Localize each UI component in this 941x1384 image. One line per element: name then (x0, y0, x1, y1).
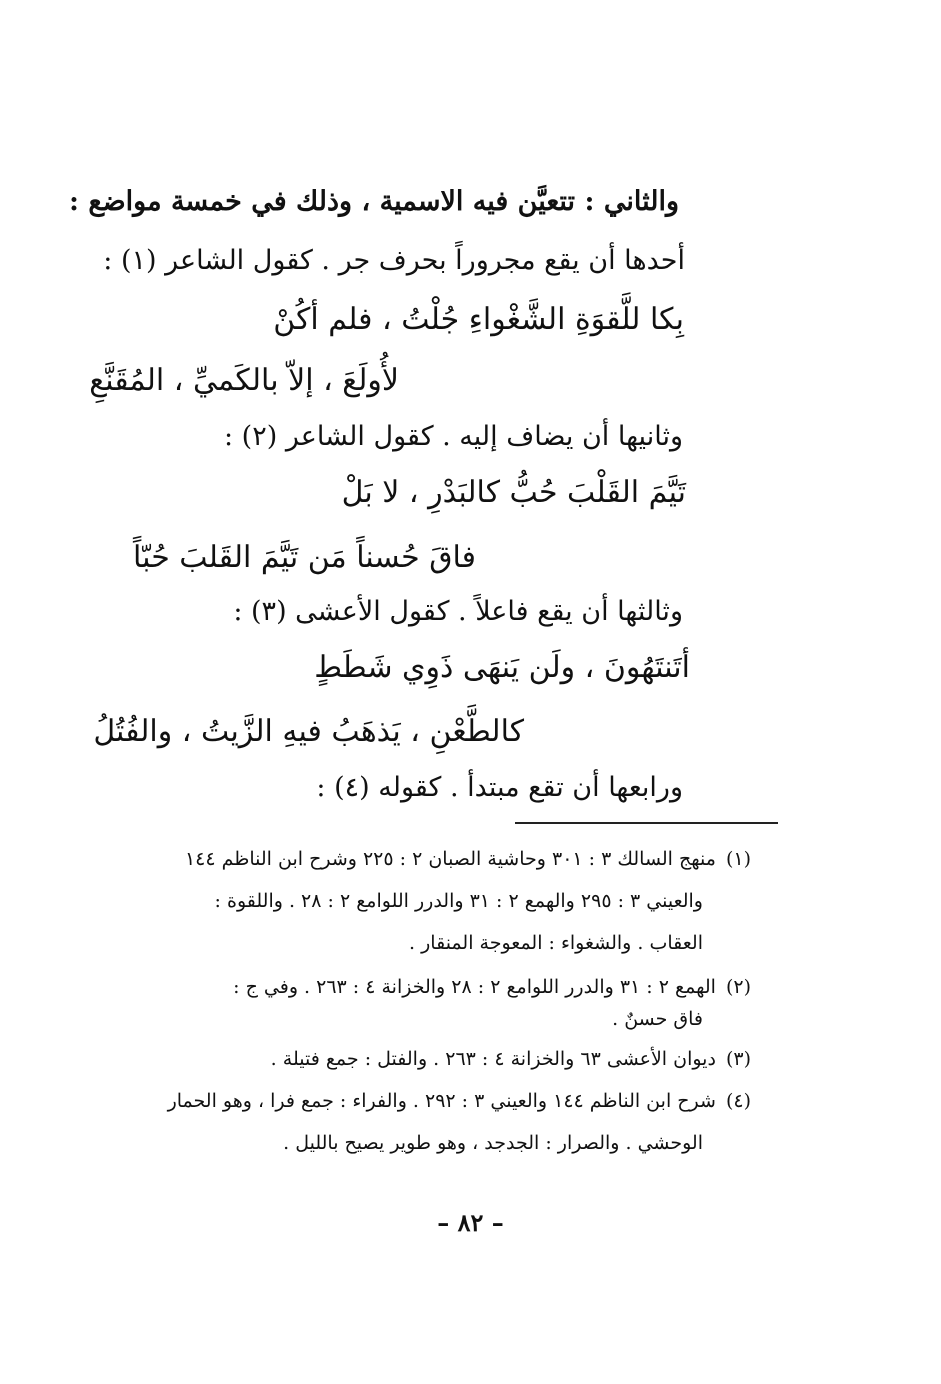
verse-1-second-hemistich: لأُولَعَ ، إلاّ بالكَميِّ ، المُقَنَّعِ (89, 363, 399, 398)
footnote-3-line-1 (271, 1048, 751, 1070)
section-heading: والثاني : تتعيَّن فيه الاسمية ، وذلك في خمسة مواضع : (68, 186, 679, 217)
footnote-2-line-1 (233, 976, 751, 998)
footnote-2-number: (٢) (725, 976, 751, 998)
fourth-case-text: ورابعها أن تقع مبتدأ . كقوله (٤) : (316, 772, 683, 803)
footnote-1-number: (١) (725, 848, 751, 870)
second-case-text: وثانيها أن يضاف إليه . كقول الشاعر (٢) : (224, 421, 683, 452)
footnote-2-line-2: فاق حسنٌ . (612, 1008, 703, 1030)
footnote-1-line-2: والعيني ٣ : ٢٩٥ والهمع ٢ : ٣١ والدرر اللوامع ٢ : ٢٨ . واللقوة : (214, 890, 703, 912)
verse-2-second-hemistich: فاقَ حُسناً مَن تَيَّمَ القَلبَ حُبّاً (133, 540, 476, 575)
footnote-text: الهمع ٢ : ٣١ والدرر اللوامع ٢ : ٢٨ والخزانة ٤ : ٢٦٣ . وفي ج : (233, 976, 716, 998)
verse-3-first-hemistich: أتَنتَهُونَ ، ولَن يَنهَى ذَوِي شَطَطٍ (314, 650, 690, 685)
verse-1-first-hemistich: بِكا للَّقوَةِ الشَّغْواءِ جُلْتُ ، فلم أكُنْ (273, 302, 684, 337)
verse-3-second-hemistich: كالطَّعْنِ ، يَذهَبُ فيهِ الزَّيتُ ، والفُتُلُ (93, 714, 524, 749)
footnote-1-line-3: العقاب . والشغواء : المعوجة المنقار . (409, 932, 703, 954)
footnote-text: منهج السالك ٣ : ٣٠١ وحاشية الصبان ٢ : ٢٢٥ وشرح ابن الناظم ١٤٤ (184, 848, 716, 870)
third-case-text: وثالثها أن يقع فاعلاً . كقول الأعشى (٣) : (233, 596, 683, 627)
footnote-text: شرح ابن الناظم ١٤٤ والعيني ٣ : ٢٩٢ . والفراء : جمع فرا ، وهو الحمار (167, 1090, 716, 1112)
footnote-3-number: (٣) (725, 1048, 751, 1070)
footnote-1-line-1 (185, 848, 751, 870)
first-case-text: أحدها أن يقع مجروراً بحرف جر . كقول الشاعر (١) : (103, 245, 685, 276)
footnote-text: ديوان الأعشى ٦٣ والخزانة ٤ : ٢٦٣ . والفتل : جمع فتيلة . (270, 1048, 716, 1070)
footnote-4-line-1 (168, 1090, 751, 1112)
footnote-divider (515, 822, 778, 824)
footnote-4-number: (٤) (725, 1090, 751, 1112)
footnote-4-line-2: الوحشي . والصرار : الجدجد ، وهو طوير يصيح بالليل . (283, 1132, 703, 1154)
verse-2-first-hemistich: تَيَّمَ القَلْبَ حُبُّ كالبَدْرِ ، لا بَلْ (341, 475, 686, 510)
page-number: – ٨٢ – (437, 1208, 504, 1237)
